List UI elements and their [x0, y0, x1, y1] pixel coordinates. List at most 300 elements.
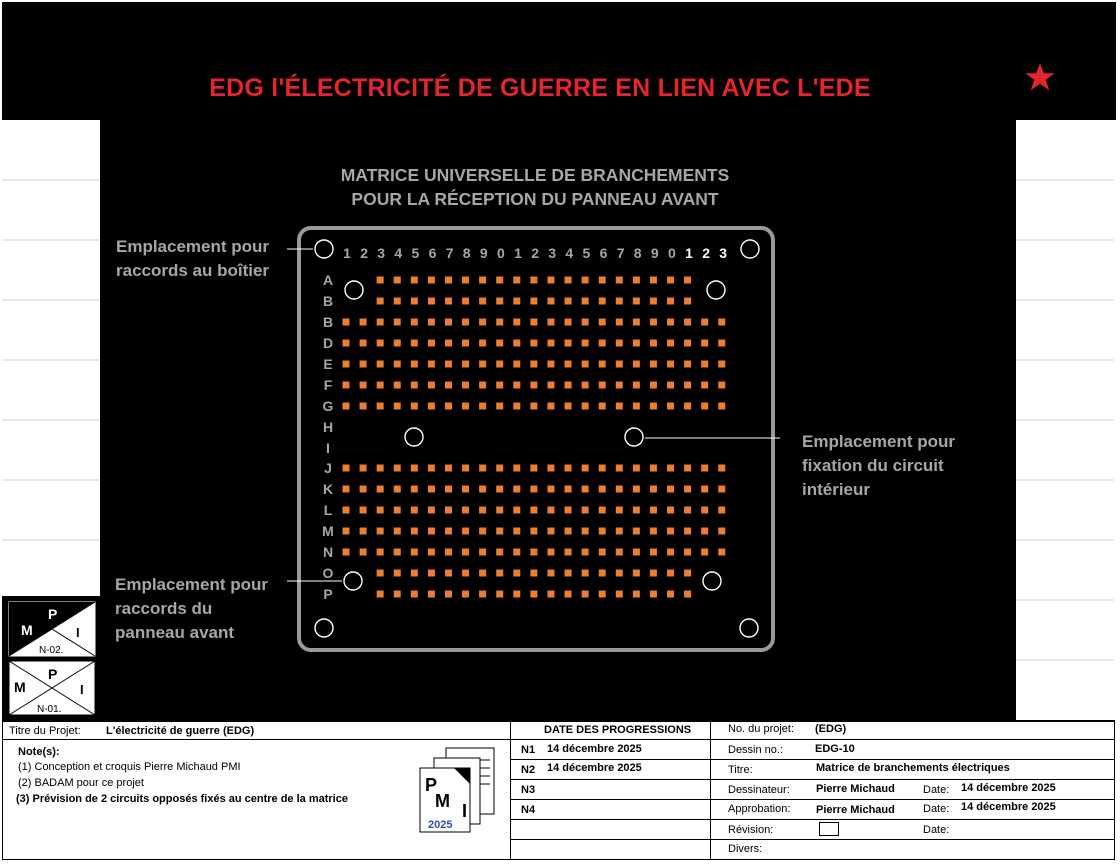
matrix-pin	[599, 486, 606, 493]
column-number: 2	[702, 245, 710, 261]
matrix-pin	[599, 591, 606, 598]
progress-n2-label: N2	[521, 764, 536, 776]
row-letter: J	[324, 460, 332, 476]
matrix-pin	[428, 570, 435, 577]
matrix-pin	[462, 528, 469, 535]
matrix-pin	[582, 465, 589, 472]
matrix-pin	[565, 465, 572, 472]
matrix-pin	[633, 465, 640, 472]
matrix-pin	[599, 507, 606, 514]
matrix-pin	[547, 382, 554, 389]
row-letter: B	[322, 314, 334, 330]
matrix-pin	[530, 528, 537, 535]
column-number: 7	[445, 245, 454, 261]
diagram-subtitle-line2: POUR LA RÉCEPTION DU PANNEAU AVANT	[351, 189, 719, 209]
matrix-pin	[428, 528, 435, 535]
matrix-pin	[547, 340, 554, 347]
hole-o-left	[344, 572, 362, 590]
matrix-pin	[547, 507, 554, 514]
matrix-pin	[616, 340, 623, 347]
matrix-pin	[667, 298, 674, 305]
matrix-pin	[701, 528, 708, 535]
matrix-pin	[394, 591, 401, 598]
column-number: 9	[650, 245, 659, 261]
badge-n02-m: M	[21, 622, 33, 638]
matrix-pin	[599, 382, 606, 389]
matrix-pin	[565, 361, 572, 368]
matrix-pin	[547, 486, 554, 493]
matrix-pin	[394, 382, 401, 389]
matrix-pin	[445, 319, 452, 326]
matrix-pin	[377, 340, 384, 347]
column-number: 1	[685, 245, 693, 261]
matrix-pin	[667, 382, 674, 389]
matrix-pin	[428, 403, 435, 410]
matrix-pin	[360, 507, 367, 514]
header-title: EDG l'ÉLECTRICITÉ DE GUERRE EN LIEN AVEC L'EDE	[209, 74, 871, 102]
badge-n01-code: N-01.	[37, 704, 62, 715]
matrix-pin	[684, 340, 691, 347]
matrix-pin	[684, 507, 691, 514]
matrix-pin	[428, 298, 435, 305]
matrix-pin	[377, 507, 384, 514]
matrix-pin	[633, 403, 640, 410]
matrix-pin	[428, 319, 435, 326]
matrix-pin	[582, 319, 589, 326]
column-number: 2	[360, 245, 368, 261]
matrix-pin	[616, 319, 623, 326]
row-letter: M	[322, 523, 334, 539]
matrix-pin	[718, 486, 725, 493]
matrix-pin	[496, 465, 503, 472]
matrix-pin	[701, 319, 708, 326]
matrix-pin	[565, 298, 572, 305]
matrix-pin	[428, 507, 435, 514]
matrix-pin	[411, 549, 418, 556]
matrix-pin	[377, 277, 384, 284]
misc-label: Divers:	[728, 843, 763, 855]
matrix-pin	[667, 361, 674, 368]
column-number: 7	[616, 245, 625, 261]
matrix-pin	[530, 403, 537, 410]
project-no-value: (EDG)	[815, 723, 847, 735]
matrix-pin	[462, 319, 469, 326]
matrix-pin	[667, 549, 674, 556]
row-letter: D	[322, 335, 334, 351]
matrix-pin	[411, 507, 418, 514]
matrix-pin	[582, 570, 589, 577]
progress-n3-label: N3	[521, 784, 536, 796]
matrix-pin	[582, 591, 589, 598]
matrix-pin	[667, 403, 674, 410]
matrix-pin	[496, 298, 503, 305]
matrix-pin	[565, 340, 572, 347]
project-title-label: Titre du Projet:	[9, 725, 81, 737]
note-1: (1) Conception et croquis Pierre Michaud PMI	[18, 761, 241, 773]
matrix-pin	[650, 528, 657, 535]
matrix-pin	[496, 403, 503, 410]
matrix-pin	[565, 549, 572, 556]
drafter-label: Dessinateur:	[728, 784, 790, 796]
matrix-pin	[547, 465, 554, 472]
matrix-pin	[479, 528, 486, 535]
pmi-logo	[418, 746, 500, 834]
matrix-pin	[718, 528, 725, 535]
matrix-pin	[565, 277, 572, 284]
board-outline	[299, 228, 773, 650]
matrix-pin	[582, 382, 589, 389]
badge-n01-i: I	[80, 682, 84, 697]
diagram-subtitle-line1: MATRICE UNIVERSELLE DE BRANCHEMENTS	[340, 165, 730, 185]
matrix-pin	[462, 570, 469, 577]
column-number: 2	[531, 245, 539, 261]
matrix-pin	[479, 591, 486, 598]
titre-value: Matrice de branchements électriques	[816, 762, 1010, 774]
matrix-pin	[582, 528, 589, 535]
matrix-pin	[462, 486, 469, 493]
hole-top-right	[741, 240, 759, 258]
matrix-pin	[411, 277, 418, 284]
matrix-pin	[684, 319, 691, 326]
matrix-pin	[650, 465, 657, 472]
matrix-pin	[667, 528, 674, 535]
matrix-pin	[633, 591, 640, 598]
matrix-pin	[360, 403, 367, 410]
matrix-pin	[496, 361, 503, 368]
column-number: 1	[343, 245, 351, 261]
matrix-pin	[701, 507, 708, 514]
matrix-pin	[513, 298, 520, 305]
matrix-pin	[445, 277, 452, 284]
badge-n01-p: P	[48, 666, 58, 682]
matrix-pin	[394, 340, 401, 347]
matrix-pin	[496, 340, 503, 347]
badge-n01	[8, 660, 96, 716]
matrix-pin	[377, 319, 384, 326]
progress-n1-value: 14 décembre 2025	[547, 743, 642, 755]
matrix-pin	[360, 382, 367, 389]
matrix-pin	[513, 277, 520, 284]
hole-o-right	[703, 572, 721, 590]
matrix-pin	[394, 486, 401, 493]
matrix-pin	[718, 549, 725, 556]
matrix-pin	[633, 570, 640, 577]
matrix-pin	[701, 361, 708, 368]
matrix-pin	[411, 570, 418, 577]
matrix-pin	[462, 507, 469, 514]
matrix-pin	[718, 361, 725, 368]
matrix-pin	[599, 465, 606, 472]
matrix-pin	[565, 382, 572, 389]
matrix-pin	[582, 361, 589, 368]
matrix-pin	[547, 277, 554, 284]
row-letter: I	[326, 440, 330, 456]
progress-n4-label: N4	[521, 804, 536, 816]
matrix-pin	[650, 340, 657, 347]
matrix-pin	[616, 528, 623, 535]
hole-a-left	[345, 281, 363, 299]
revision-label: Révision:	[728, 824, 774, 836]
matrix-pin	[377, 570, 384, 577]
matrix-pin	[513, 382, 520, 389]
matrix-pin	[462, 591, 469, 598]
matrix-pin	[479, 465, 486, 472]
matrix-pin	[377, 403, 384, 410]
matrix-pin	[599, 570, 606, 577]
matrix-pin	[530, 319, 537, 326]
matrix-pin	[565, 319, 572, 326]
matrix-pin	[513, 361, 520, 368]
badge-n02-i: I	[76, 625, 80, 640]
matrix-pin	[479, 298, 486, 305]
matrix-pin	[565, 528, 572, 535]
matrix-pin	[428, 486, 435, 493]
column-number: 9	[479, 245, 488, 261]
matrix-pin	[565, 403, 572, 410]
matrix-pin	[411, 298, 418, 305]
matrix-pin	[462, 340, 469, 347]
matrix-pin	[547, 319, 554, 326]
matrix-pin	[633, 340, 640, 347]
revision-checkbox[interactable]	[819, 822, 839, 836]
matrix-pin	[394, 465, 401, 472]
matrix-pin	[428, 465, 435, 472]
matrix-pin	[718, 465, 725, 472]
matrix-pin	[513, 465, 520, 472]
matrix-pin	[599, 277, 606, 284]
row-letter: P	[323, 586, 333, 602]
matrix-pin	[479, 277, 486, 284]
matrix-pin	[411, 465, 418, 472]
matrix-pin	[565, 486, 572, 493]
matrix-pin	[684, 465, 691, 472]
matrix-pin	[360, 340, 367, 347]
matrix-pin	[565, 591, 572, 598]
matrix-pin	[633, 361, 640, 368]
matrix-pin	[701, 486, 708, 493]
matrix-pin	[394, 528, 401, 535]
note-2: (2) BADAM pour ce projet	[18, 777, 144, 789]
matrix-pin	[394, 403, 401, 410]
matrix-pin	[684, 361, 691, 368]
matrix-pin	[650, 361, 657, 368]
matrix-pin	[462, 465, 469, 472]
matrix-pin	[411, 591, 418, 598]
matrix-pin	[513, 549, 520, 556]
matrix-pin	[701, 403, 708, 410]
drafter-date-label: Date:	[923, 784, 950, 796]
matrix-pin	[616, 361, 623, 368]
matrix-pin	[513, 340, 520, 347]
progress-n1-label: N1	[521, 744, 536, 756]
drawing-no-value: EDG-10	[815, 743, 855, 755]
matrix-pin	[547, 528, 554, 535]
matrix-pin	[428, 361, 435, 368]
row-letter: O	[322, 565, 334, 581]
matrix-pin	[650, 549, 657, 556]
matrix-pin	[547, 570, 554, 577]
annotation-front-panel: Emplacement pour raccords du panneau avant	[115, 575, 269, 642]
matrix-pin	[445, 361, 452, 368]
matrix-pin	[462, 403, 469, 410]
matrix-pin	[377, 549, 384, 556]
matrix-pin	[377, 486, 384, 493]
matrix-pin	[599, 528, 606, 535]
matrix-pin	[599, 361, 606, 368]
matrix-pin	[513, 570, 520, 577]
badge-n01-m: M	[14, 679, 26, 695]
matrix-pin	[394, 319, 401, 326]
drafter-value: Pierre Michaud	[816, 783, 895, 795]
matrix-pin	[513, 403, 520, 410]
row-letter: L	[323, 502, 333, 518]
matrix-pin	[616, 570, 623, 577]
matrix-pin	[428, 340, 435, 347]
matrix-pin	[667, 570, 674, 577]
matrix-pin	[667, 319, 674, 326]
matrix-pin	[633, 319, 640, 326]
matrix-pin	[343, 319, 350, 326]
matrix-pin	[411, 486, 418, 493]
matrix-pin	[633, 298, 640, 305]
row-letter: F	[323, 377, 333, 393]
approval-date-value: 14 décembre 2025	[961, 801, 1056, 813]
column-number: 0	[497, 245, 505, 261]
matrix-pin	[565, 570, 572, 577]
hole-center-right	[625, 428, 643, 446]
row-letter: B	[322, 293, 334, 309]
matrix-pin	[650, 570, 657, 577]
matrix-pin	[343, 465, 350, 472]
column-number: 0	[668, 245, 676, 261]
matrix-pin	[667, 591, 674, 598]
matrix-pin	[360, 361, 367, 368]
matrix-pin	[496, 570, 503, 577]
matrix-pin	[718, 507, 725, 514]
matrix-pin	[445, 486, 452, 493]
matrix-pin	[343, 549, 350, 556]
logo-m: M	[435, 791, 450, 811]
approval-value: Pierre Michaud	[816, 804, 895, 816]
matrix-pin	[684, 486, 691, 493]
matrix-pin	[479, 403, 486, 410]
matrix-pin	[650, 591, 657, 598]
hole-top-left	[315, 240, 333, 258]
column-number: 6	[599, 245, 608, 261]
matrix-pin	[445, 403, 452, 410]
matrix-pin	[479, 549, 486, 556]
matrix-pin	[582, 403, 589, 410]
hole-center-left	[405, 428, 423, 446]
matrix-pin	[394, 277, 401, 284]
matrix-pin	[479, 486, 486, 493]
matrix-pin	[462, 361, 469, 368]
matrix-pin	[650, 382, 657, 389]
matrix-pin	[701, 340, 708, 347]
matrix-pin	[496, 549, 503, 556]
column-number: 8	[462, 245, 471, 261]
matrix-pin	[513, 319, 520, 326]
matrix-pin	[650, 298, 657, 305]
matrix-pin	[582, 507, 589, 514]
matrix-pin	[530, 382, 537, 389]
matrix-pin	[513, 528, 520, 535]
matrix-pin	[701, 465, 708, 472]
hole-a-right	[707, 281, 725, 299]
matrix-pin	[394, 570, 401, 577]
matrix-pin	[513, 591, 520, 598]
matrix-pin	[411, 361, 418, 368]
matrix-pin	[650, 403, 657, 410]
matrix-pin	[684, 298, 691, 305]
matrix-pin	[530, 340, 537, 347]
approval-date-label: Date:	[923, 803, 950, 815]
column-number: 4	[565, 245, 574, 261]
matrix-pin	[684, 549, 691, 556]
matrix-pin	[599, 403, 606, 410]
matrix-pin	[718, 319, 725, 326]
matrix-pin	[496, 486, 503, 493]
matrix-pin	[428, 549, 435, 556]
project-no-label: No. du projet:	[728, 723, 795, 735]
titre-label: Titre:	[728, 764, 753, 776]
column-number: 3	[548, 245, 557, 261]
matrix-pin	[411, 528, 418, 535]
matrix-pin	[667, 486, 674, 493]
matrix-pin	[650, 277, 657, 284]
revision-date-label: Date:	[923, 824, 950, 836]
matrix-pin	[701, 382, 708, 389]
matrix-pin	[462, 549, 469, 556]
matrix-pin	[633, 549, 640, 556]
matrix-pin	[650, 486, 657, 493]
matrix-pin	[445, 382, 452, 389]
matrix-pin	[428, 277, 435, 284]
matrix-pin	[513, 507, 520, 514]
matrix-pin	[530, 298, 537, 305]
annotation-case-connectors: Emplacement pour raccords au boîtier	[116, 237, 270, 280]
matrix-pin	[616, 507, 623, 514]
matrix-pin	[394, 361, 401, 368]
matrix-pin	[496, 591, 503, 598]
logo-i: I	[462, 801, 468, 821]
matrix-pin	[684, 277, 691, 284]
matrix-pin	[684, 570, 691, 577]
matrix-pin	[667, 507, 674, 514]
logo-p: P	[425, 775, 438, 795]
matrix-pin	[360, 549, 367, 556]
matrix-pin	[445, 528, 452, 535]
matrix-pin	[633, 486, 640, 493]
matrix-pin	[616, 277, 623, 284]
column-number: 8	[633, 245, 642, 261]
matrix-pin	[565, 507, 572, 514]
matrix-pin	[377, 361, 384, 368]
progress-n2-value: 14 décembre 2025	[547, 762, 642, 774]
matrix-pin	[701, 549, 708, 556]
matrix-pin	[547, 403, 554, 410]
matrix-pin	[633, 382, 640, 389]
drafter-date-value: 14 décembre 2025	[961, 782, 1056, 794]
matrix-pin	[377, 591, 384, 598]
matrix-pin	[360, 319, 367, 326]
matrix-pin	[343, 528, 350, 535]
matrix-pin	[582, 486, 589, 493]
matrix-pin	[394, 549, 401, 556]
matrix-pin	[394, 507, 401, 514]
matrix-pin	[496, 277, 503, 284]
matrix-pin	[616, 591, 623, 598]
